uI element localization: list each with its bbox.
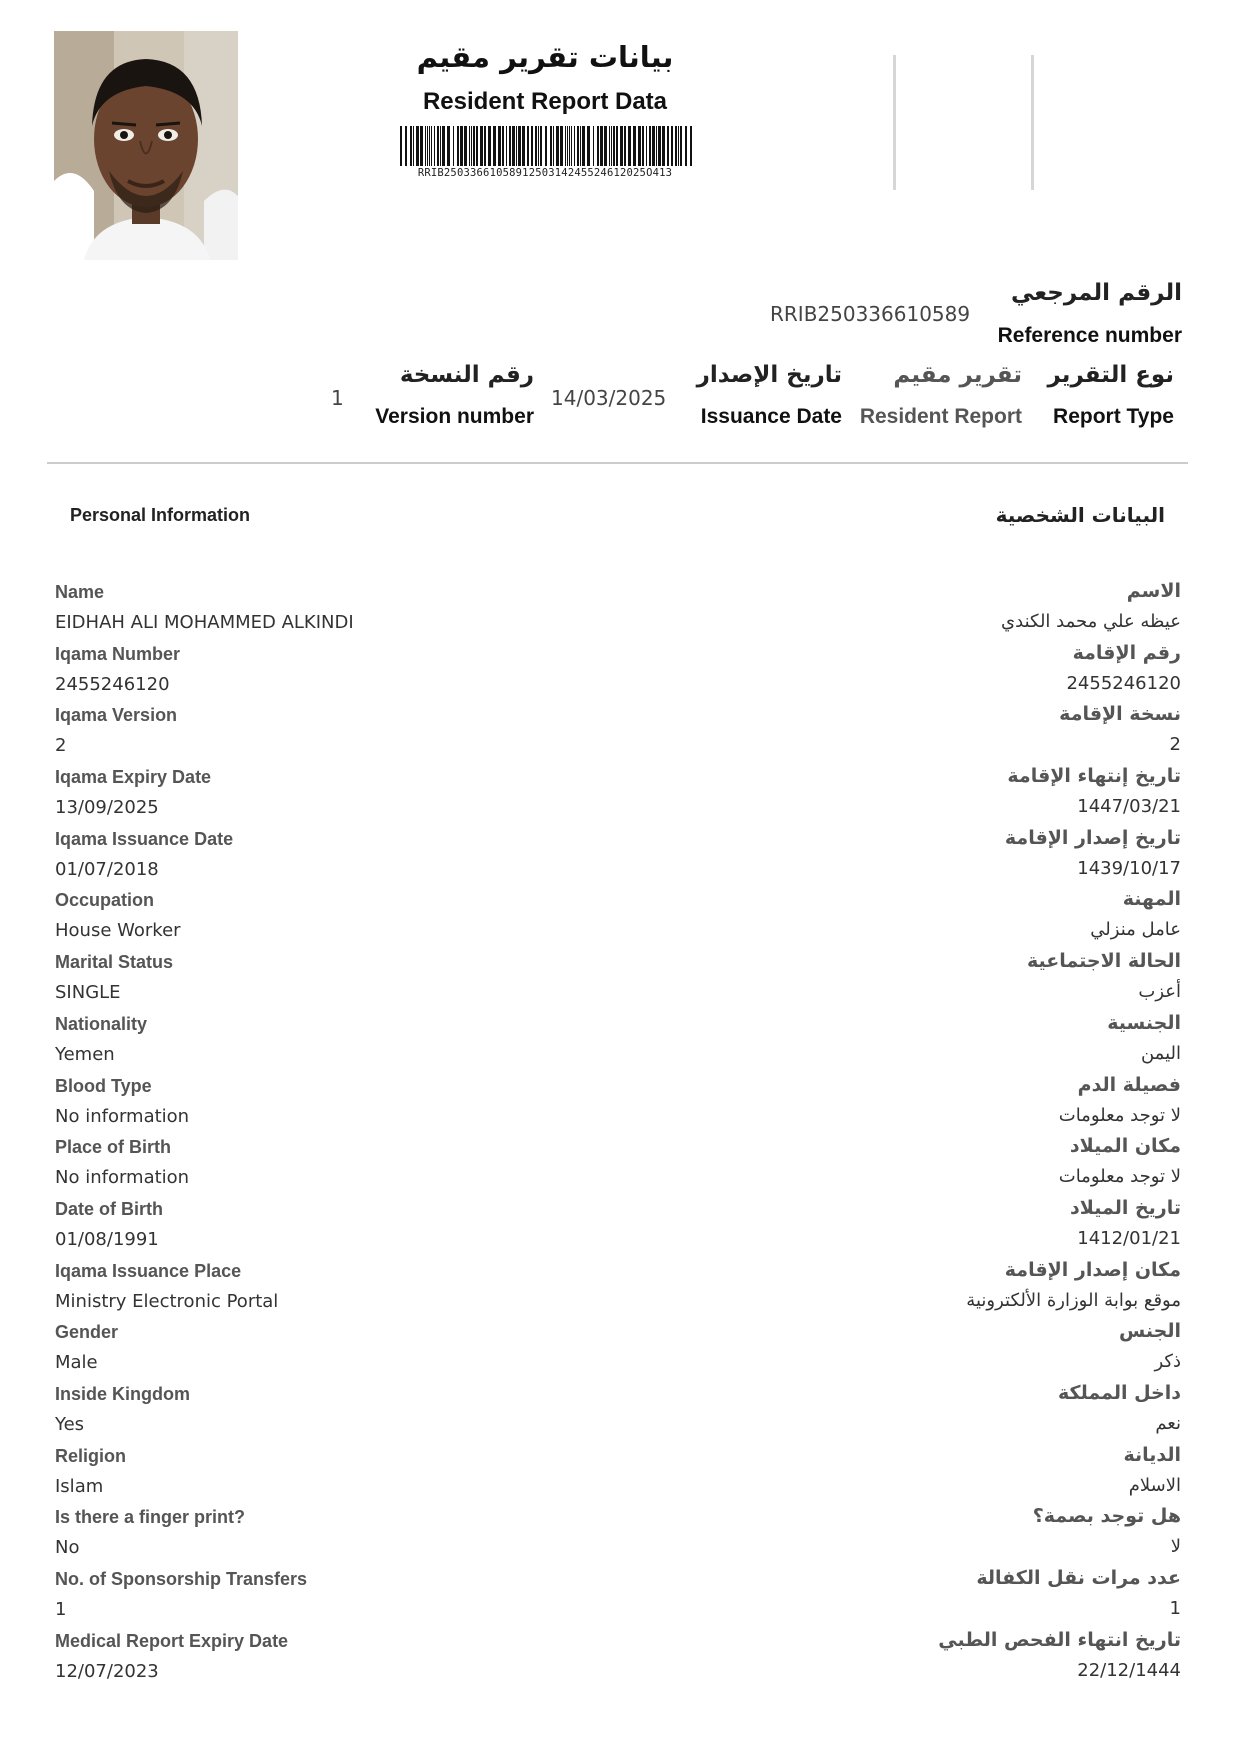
barcode-bar: [671, 126, 673, 166]
barcode-bar: [502, 126, 504, 166]
barcode-bar: [569, 126, 570, 166]
field-value-arabic: 1: [1169, 1598, 1181, 1619]
personal-information-fields: [55, 580, 1181, 1690]
barcode-bar: [476, 126, 478, 166]
barcode-bar: [442, 126, 445, 166]
field-label-english: No. of Sponsorship Transfers: [55, 1569, 308, 1589]
field-value-english: Male: [55, 1352, 98, 1374]
field-value-english: No information: [55, 1105, 190, 1127]
reference-number-label-arabic: الرقم المرجعي: [1010, 280, 1182, 306]
barcode-bar: [512, 126, 515, 166]
barcode-bar: [527, 126, 529, 166]
barcode-bar: [597, 126, 599, 166]
field-value-arabic: أعزب: [1138, 981, 1181, 1003]
field-row: [55, 888, 1181, 950]
barcode-text: RRIB2503366105891250314245524612025O413: [417, 167, 673, 179]
report-title-english: Resident Report Data: [422, 88, 668, 115]
field-label-arabic: الحالة الاجتماعية: [1027, 950, 1181, 973]
barcode-bar: [662, 126, 665, 166]
field-label-english: Marital Status: [55, 952, 174, 973]
barcode-bar: [580, 126, 581, 166]
barcode-bar: [471, 126, 472, 166]
field-row: [55, 1074, 1181, 1136]
barcode-bar: [457, 126, 459, 166]
field-label-english: Gender: [55, 1322, 119, 1343]
barcode-bar: [600, 126, 603, 166]
barcode-bar: [484, 126, 486, 166]
field-row: [55, 1320, 1181, 1382]
field-value-english: 01/08/1991: [55, 1228, 159, 1250]
field-label-english: Name: [55, 582, 105, 602]
field-value-arabic: الاسلام: [1128, 1474, 1181, 1496]
barcode-bar: [577, 126, 579, 166]
barcode-bar: [680, 126, 682, 166]
field-row: [55, 1505, 1181, 1567]
barcode-bar: [405, 126, 407, 166]
field-row: [55, 765, 1181, 827]
field-label-english: Blood Type: [55, 1075, 152, 1096]
barcode-bar: [628, 126, 631, 166]
field-label-english: Occupation: [55, 890, 155, 911]
barcode-bar: [550, 126, 552, 166]
barcode-bar: [685, 126, 687, 166]
field-value-arabic: 1447/03/21: [1077, 796, 1181, 818]
barcode-bar: [567, 126, 568, 166]
field-value-english: 12/07/2023: [55, 1660, 159, 1682]
issuance-date-label-arabic: تاريخ الإصدار: [696, 362, 842, 388]
field-value-arabic: موقع بوابة الوزارة الألكترونية: [966, 1289, 1181, 1311]
field-row: [55, 827, 1181, 889]
barcode-bar: [620, 126, 623, 166]
barcode-bar: [416, 126, 419, 166]
field-value-arabic: عيظه علي محمد الكندي: [1001, 611, 1181, 632]
barcode-bar: [556, 126, 559, 166]
field-row: [55, 642, 1181, 704]
field-row: [55, 1012, 1181, 1074]
field-label-english: Religion: [55, 1445, 126, 1466]
field-value-english: No: [55, 1537, 80, 1559]
barcode-bar: [675, 126, 677, 166]
field-value-english: 2455246120: [55, 673, 170, 695]
barcode-bar: [516, 126, 517, 166]
issuance-date-value: 14/03/2025: [551, 386, 667, 410]
barcode-bar: [506, 126, 507, 166]
field-value-arabic: لا توجد معلومات: [1058, 1166, 1181, 1188]
field-label-arabic: رقم الإقامة: [1072, 641, 1181, 664]
field-value-arabic: 1412/01/21: [1077, 1227, 1181, 1249]
field-label-arabic: داخل المملكة: [1058, 1381, 1181, 1404]
resident-photo-image: [54, 31, 238, 260]
barcode-bar: [545, 126, 547, 166]
field-row: [55, 950, 1181, 1012]
field-value-english: EIDHAH ALI MOHAMMED ALKINDI: [55, 612, 354, 633]
section-title-english: Personal Information: [70, 505, 251, 525]
field-label-arabic: نسخة الإقامة: [1059, 703, 1181, 726]
barcode-bar: [431, 126, 432, 166]
barcode-bar: [667, 126, 669, 166]
barcode: [400, 126, 692, 166]
barcode-bar: [531, 126, 533, 166]
field-value-english: 13/09/2025: [55, 797, 159, 819]
field-label-arabic: المهنة: [1122, 888, 1181, 911]
barcode-bar: [582, 126, 585, 166]
barcode-bar: [587, 126, 590, 166]
barcode-bar: [400, 126, 402, 166]
barcode-bar: [658, 126, 661, 166]
field-label-english: Date of Birth: [55, 1198, 163, 1219]
barcode-bar: [473, 126, 475, 166]
barcode-bar: [642, 126, 644, 166]
field-label-english: Iqama Issuance Place: [55, 1260, 242, 1281]
reference-number-label-english: Reference number: [997, 324, 1182, 347]
field-value-arabic: لا توجد معلومات: [1058, 1104, 1181, 1126]
field-row: [55, 1567, 1181, 1629]
barcode-bar: [440, 126, 441, 166]
field-label-arabic: فصيلة الدم: [1077, 1073, 1181, 1096]
field-label-english: Iqama Version: [55, 705, 178, 726]
field-value-arabic: 22/12/1444: [1077, 1659, 1181, 1681]
field-value-english: Yemen: [55, 1043, 115, 1065]
barcode-bar: [498, 126, 501, 166]
field-value-english: Yes: [55, 1413, 85, 1435]
barcode-bar: [509, 126, 511, 166]
field-label-english: Medical Report Expiry Date: [55, 1630, 289, 1651]
barcode-bar: [638, 126, 641, 166]
resident-photo: [54, 31, 238, 260]
field-label-arabic: مكان إصدار الإقامة: [1004, 1258, 1181, 1281]
version-number-label-arabic: رقم النسخة: [399, 362, 534, 388]
field-label-english: Place of Birth: [55, 1137, 172, 1158]
barcode-bar: [535, 126, 537, 166]
barcode-bar: [540, 126, 542, 166]
barcode-bar: [593, 126, 594, 166]
barcode-bar: [425, 126, 426, 166]
field-value-english: House Worker: [55, 920, 181, 942]
field-row: [55, 1444, 1181, 1506]
field-label-english: Nationality: [55, 1013, 148, 1034]
barcode-bar: [420, 126, 423, 166]
field-label-arabic: مكان الميلاد: [1069, 1135, 1181, 1158]
barcode-bar: [609, 126, 610, 166]
barcode-bar: [493, 126, 496, 166]
barcode-bar: [522, 126, 525, 166]
field-label-english: Inside Kingdom: [55, 1383, 190, 1404]
barcode-bar: [413, 126, 414, 166]
header-separator-left: [893, 55, 896, 190]
field-row: [55, 1259, 1181, 1321]
field-value-english: 2: [55, 735, 67, 757]
field-label-arabic: تاريخ انتهاء الفحص الطبي: [938, 1628, 1181, 1651]
field-label-arabic: تاريخ الميلاد: [1070, 1196, 1181, 1219]
report-type-value-english: Resident Report: [859, 405, 1022, 428]
report-title-arabic: بيانات تقرير مقيم: [416, 40, 674, 74]
field-label-arabic: الديانة: [1123, 1443, 1181, 1466]
field-label-arabic: عدد مرات نقل الكفالة: [976, 1567, 1181, 1589]
field-label-english: Iqama Number: [55, 643, 181, 664]
barcode-bar: [646, 126, 647, 166]
field-label-english: Iqama Expiry Date: [55, 767, 212, 788]
field-label-arabic: الجنس: [1119, 1320, 1181, 1343]
barcode-bar: [652, 126, 655, 166]
field-value-arabic: اليمن: [1140, 1042, 1181, 1064]
field-value-english: Islam: [55, 1475, 104, 1497]
header-separator-right: [1031, 55, 1034, 190]
barcode-bar: [611, 126, 612, 166]
field-row: [55, 580, 1181, 642]
report-type-label-english: Report Type: [1053, 405, 1174, 428]
field-row: [55, 1629, 1181, 1691]
field-value-arabic: 1439/10/17: [1077, 857, 1181, 879]
barcode-bar: [447, 126, 450, 166]
barcode-bar: [460, 126, 463, 166]
field-row: [55, 1135, 1181, 1197]
barcode-bar: [560, 126, 563, 166]
field-row: [55, 703, 1181, 765]
field-value-arabic: نعم: [1155, 1412, 1181, 1434]
field-label-arabic: هل توجد بصمة؟: [1032, 1505, 1181, 1528]
field-label-english: Is there a finger print?: [55, 1507, 246, 1528]
field-label-arabic: تاريخ إصدار الإقامة: [1004, 826, 1181, 849]
barcode-bar: [565, 126, 566, 166]
barcode-bar: [437, 126, 439, 166]
barcode-bar: [410, 126, 412, 166]
barcode-bar: [434, 126, 435, 166]
barcode-bar: [480, 126, 483, 166]
barcode-bar: [571, 126, 572, 166]
field-row: [55, 1382, 1181, 1444]
report-type-label-arabic: نوع التقرير: [1047, 362, 1174, 388]
field-label-arabic: الاسم: [1126, 580, 1181, 602]
field-label-arabic: تاريخ إنتهاء الإقامة: [1007, 765, 1181, 788]
barcode-bar: [633, 126, 636, 166]
field-value-arabic: ذكر: [1154, 1351, 1181, 1373]
field-row: [55, 1197, 1181, 1259]
barcode-bar: [538, 126, 539, 166]
field-value-english: 1: [55, 1599, 67, 1620]
field-value-arabic: 2455246120: [1066, 672, 1181, 694]
barcode-bar: [427, 126, 428, 166]
barcode-bar: [429, 126, 430, 166]
barcode-bar: [464, 126, 467, 166]
field-label-english: Iqama Issuance Date: [55, 828, 234, 849]
barcode-bar: [656, 126, 657, 166]
version-number-label-english: Version number: [375, 405, 534, 428]
barcode-bar: [678, 126, 679, 166]
field-value-english: 01/07/2018: [55, 858, 159, 880]
issuance-date-label-english: Issuance Date: [700, 405, 842, 428]
barcode-bar: [553, 126, 554, 166]
barcode-bar: [574, 126, 575, 166]
field-value-english: Ministry Electronic Portal: [55, 1290, 279, 1312]
field-label-arabic: الجنسية: [1107, 1011, 1181, 1034]
barcode-bar: [649, 126, 651, 166]
barcode-bar: [604, 126, 607, 166]
field-value-arabic: عامل منزلي: [1090, 919, 1181, 941]
barcode-bar: [453, 126, 454, 166]
barcode-bar: [616, 126, 618, 166]
section-divider: [47, 462, 1188, 464]
reference-number-value: RRIB250336610589: [770, 302, 971, 326]
version-number-value: 1: [331, 386, 344, 410]
field-value-english: No information: [55, 1167, 190, 1189]
report-type-value-arabic: تقرير مقيم: [893, 362, 1022, 388]
barcode-bar: [488, 126, 491, 166]
field-value-arabic: 2: [1169, 734, 1181, 756]
barcode-bar: [690, 126, 692, 166]
barcode-bar: [613, 126, 615, 166]
field-value-arabic: لا: [1170, 1536, 1181, 1558]
barcode-bar: [469, 126, 470, 166]
barcode-bar: [518, 126, 521, 166]
section-title-arabic: البيانات الشخصية: [995, 503, 1165, 527]
field-value-english: SINGLE: [55, 982, 121, 1004]
barcode-bar: [624, 126, 626, 166]
